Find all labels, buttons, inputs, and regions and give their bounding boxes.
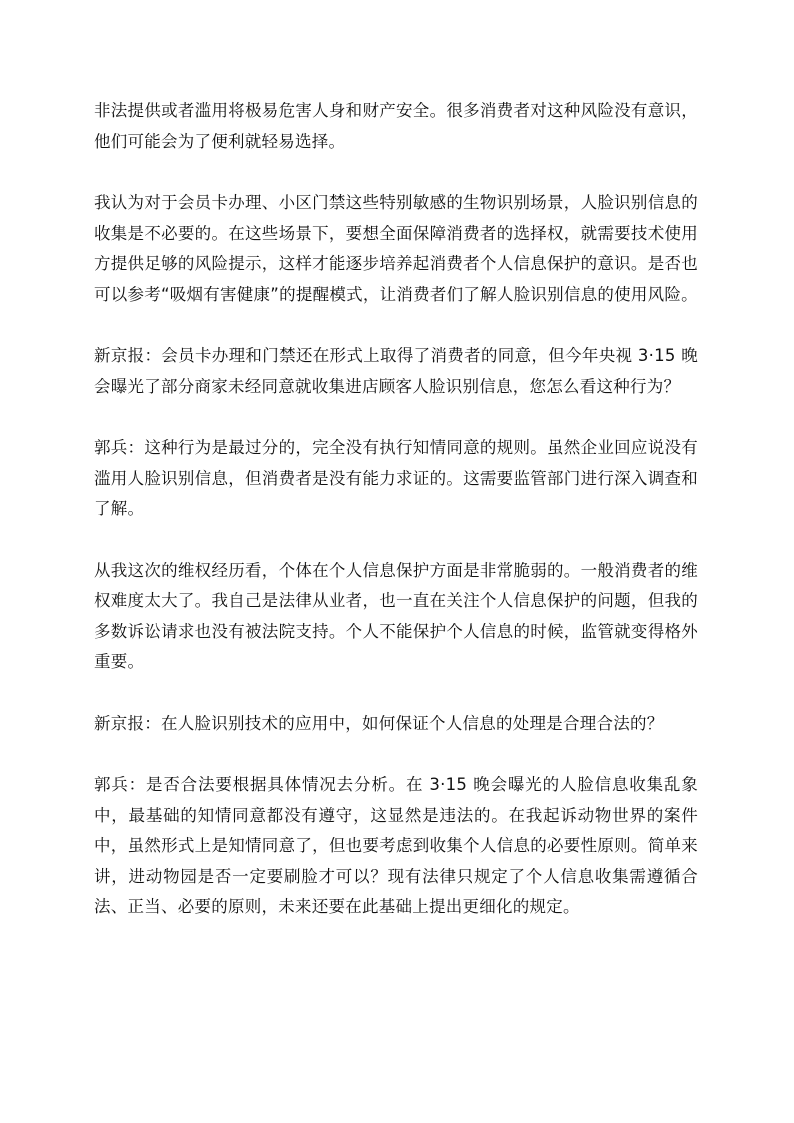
paragraph-question-315: 新京报：会员卡办理和门禁还在形式上取得了消费者的同意，但今年央视 3·15 晚会曝光了部分商家未经同意就收集进店顾客人脸识别信息，您怎么看这种行为？ (94, 346, 698, 396)
paragraph-risk-awareness: 非法提供或者滥用将极易危害人身和财产安全。很多消费者对这种风险没有意识，他们可能会为了便利就轻易选择。 (94, 101, 698, 151)
article-body (94, 96, 698, 954)
paragraph-rights-experience: 从我这次的维权经历看，个体在个人信息保护方面是非常脆弱的。一般消费者的维权难度太大了。我自己是法律从业者，也一直在关注个人信息保护的问题，但我的多数诉讼请求也没有被法院支持。个人不能保护个人信息的时候，监管就变得格外重要。 (94, 560, 698, 671)
paragraph-opinion-scenarios: 我认为对于会员卡办理、小区门禁这些特别敏感的生物识别场景，人脸识别信息的收集是不必要的。在这些场景下，要想全面保障消费者的选择权，就需要技术使用方提供足够的风险提示，这样才能逐步培养起消费者个人信息保护的意识。是否也可以参考“吸烟有害健康”的提醒模式，让消费者们了解人脸识别信息的使用风险。 (94, 193, 698, 304)
paragraph-answer-legality: 郭兵：是否合法要根据具体情况去分析。在 3·15 晚会曝光的人脸信息收集乱象中，最基础的知情同意都没有遵守，这显然是违法的。在我起诉动物世界的案件中，虽然形式上是知情同意了，但也要考虑到收集个人信息的必要性原则。简单来讲，进动物园是否一定要刷脸才可以？现有法律只规定了个人信息收集需遵循合法、正当、必要的原则，未来还要在此基础上提出更细化的规定。 (94, 775, 698, 916)
paragraph-question-legality: 新京报：在人脸识别技术的应用中，如何保证个人信息的处理是合理合法的？ (94, 713, 664, 733)
paragraph-answer-consent: 郭兵：这种行为是最过分的，完全没有执行知情同意的规则。虽然企业回应说没有滥用人脸识别信息，但消费者是没有能力求证的。这需要监管部门进行深入调查和了解。 (94, 438, 698, 518)
